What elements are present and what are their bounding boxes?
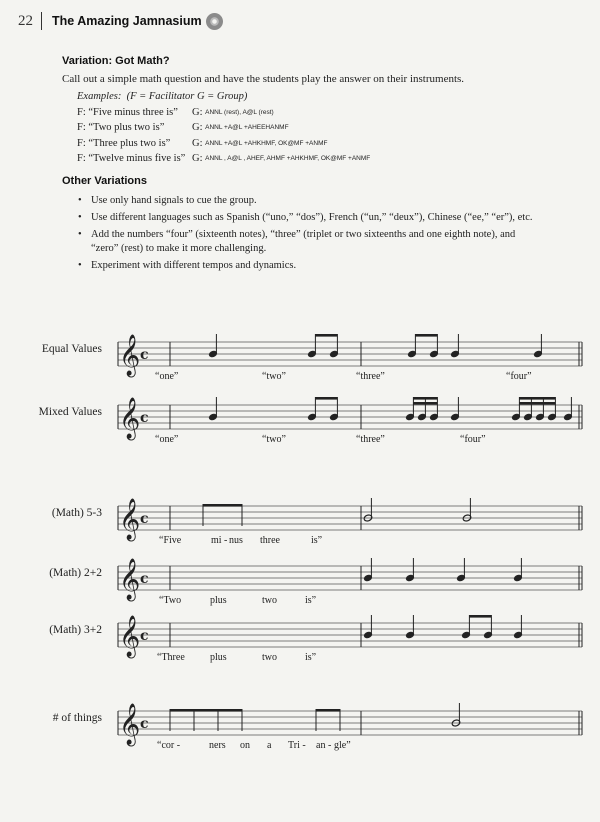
example-answer-label: G: — [192, 106, 203, 118]
other-variations-heading: Other Variations — [62, 174, 147, 187]
lyric-syllable: ners — [209, 740, 226, 751]
note-beam — [413, 397, 437, 400]
lyric-syllable: is” — [305, 595, 317, 606]
treble-clef-icon: 𝄞 — [119, 704, 141, 745]
example-answer-label: G: — [192, 122, 203, 133]
common-time-icon: c — [140, 571, 149, 587]
lyric-syllable: “cor - — [157, 740, 181, 751]
treble-clef-icon: 𝄞 — [119, 398, 141, 439]
music-staff — [118, 397, 582, 445]
page-number: 22 — [18, 12, 33, 29]
staff-label: (Math) 3+2 — [49, 624, 102, 636]
note-beam — [413, 402, 437, 405]
common-time-icon: c — [140, 511, 149, 527]
lyric-syllable: a — [267, 740, 272, 751]
staff-label: Mixed Values — [38, 406, 102, 418]
example-answer-label: G: — [192, 153, 203, 164]
note-beam — [203, 504, 242, 507]
lyric-syllable: “Two — [159, 595, 182, 606]
common-time-icon: c — [140, 410, 149, 426]
example-prompt: F: “Twelve minus five is” — [77, 153, 186, 164]
examples-legend: (F = Facilitator G = Group) — [126, 91, 248, 102]
example-answer: ANNL +A@L +AHKHMF, OK@MF +ANMF — [205, 139, 328, 147]
note-beam — [315, 397, 337, 400]
lyric-syllable: nus — [229, 535, 243, 546]
lyric-syllable: “four” — [506, 371, 532, 382]
note-beam — [170, 709, 242, 712]
lyric-syllable: two — [262, 652, 277, 663]
lyric-syllable: “Three — [157, 652, 185, 663]
lyric-syllable: three — [260, 535, 280, 546]
note-beam — [469, 615, 491, 618]
example-answer: ANNL , A@L , AHEF, AHMF +AHKHMF, OK@MF +ANMF — [205, 155, 371, 162]
variation-heading: Variation: Got Math? — [62, 55, 170, 67]
lyric-syllable: “three” — [356, 371, 385, 382]
lyric-syllable: is” — [305, 652, 317, 663]
lyric-syllable: plus — [210, 652, 227, 663]
music-staff — [118, 703, 582, 751]
list-item: • Use different languages such as Spanish (“uno,” “dos”), French (“un,” “deux”), Chinese (“ee,” “er”), etc. — [78, 211, 542, 225]
example-answer-label: G: — [192, 137, 203, 149]
common-time-icon: c — [140, 347, 149, 363]
lyric-syllable: “two” — [262, 434, 286, 445]
example-prompt: F: “Three plus two is” — [77, 137, 171, 149]
example-prompt: F: “Two plus two is” — [77, 122, 165, 133]
music-staff — [118, 558, 582, 606]
note-beam — [519, 402, 555, 405]
staff-label: (Math) 5-3 — [51, 507, 102, 519]
lyric-syllable: mi - — [211, 535, 228, 546]
list-item: • Experiment with different tempos and dynamics. — [78, 259, 542, 273]
list-item: • Use only hand signals to cue the group. — [78, 194, 542, 208]
staff-label: (Math) 2+2 — [49, 567, 102, 579]
lyric-syllable: “one” — [155, 371, 179, 382]
examples-label: Examples: — [77, 91, 122, 102]
lyric-syllable: “one” — [155, 434, 179, 445]
treble-clef-icon: 𝄞 — [119, 499, 141, 540]
staff-label: # of things — [52, 712, 102, 724]
lyric-syllable: “Five — [159, 535, 182, 546]
music-staff — [118, 498, 582, 546]
note-beam — [315, 334, 337, 337]
lyric-syllable: an - — [316, 740, 332, 751]
lyric-syllable: is” — [311, 535, 323, 546]
lyric-syllable: plus — [210, 595, 227, 606]
example-prompt: F: “Five minus three is” — [77, 106, 178, 118]
book-title: The Amazing Jamnasium — [52, 14, 202, 28]
note-beam — [519, 397, 555, 400]
treble-clef-icon: 𝄞 — [119, 335, 141, 376]
lyric-syllable: “three” — [356, 434, 385, 445]
note-beam — [415, 334, 437, 337]
list-item: • Add the numbers “four” (sixteenth notes), “three” (triplet or two sixteenths and one eighth note), and “zero” (rest) to make it more challenging. — [78, 228, 542, 256]
lyric-syllable: Tri - — [288, 740, 306, 751]
treble-clef-icon: 𝄞 — [119, 559, 141, 600]
note-beam — [316, 709, 340, 712]
treble-clef-icon: 𝄞 — [119, 616, 141, 657]
common-time-icon: c — [140, 716, 149, 732]
staff-label: Equal Values — [41, 343, 102, 355]
lyric-syllable: on — [240, 740, 250, 751]
music-staff — [118, 334, 582, 382]
variation-description: Call out a simple math question and have the students play the answer on their instruments. — [62, 73, 465, 85]
common-time-icon: c — [140, 628, 149, 644]
lyric-syllable: “two” — [262, 371, 286, 382]
lyric-syllable: two — [262, 595, 277, 606]
example-answer: ANNL +A@L +AHEEHANMF — [205, 124, 289, 131]
lyric-syllable: gle” — [334, 740, 351, 751]
example-answer: ANNL (rest), A@L (rest) — [205, 108, 274, 116]
music-staff — [118, 615, 582, 663]
lyric-syllable: “four” — [460, 434, 486, 445]
